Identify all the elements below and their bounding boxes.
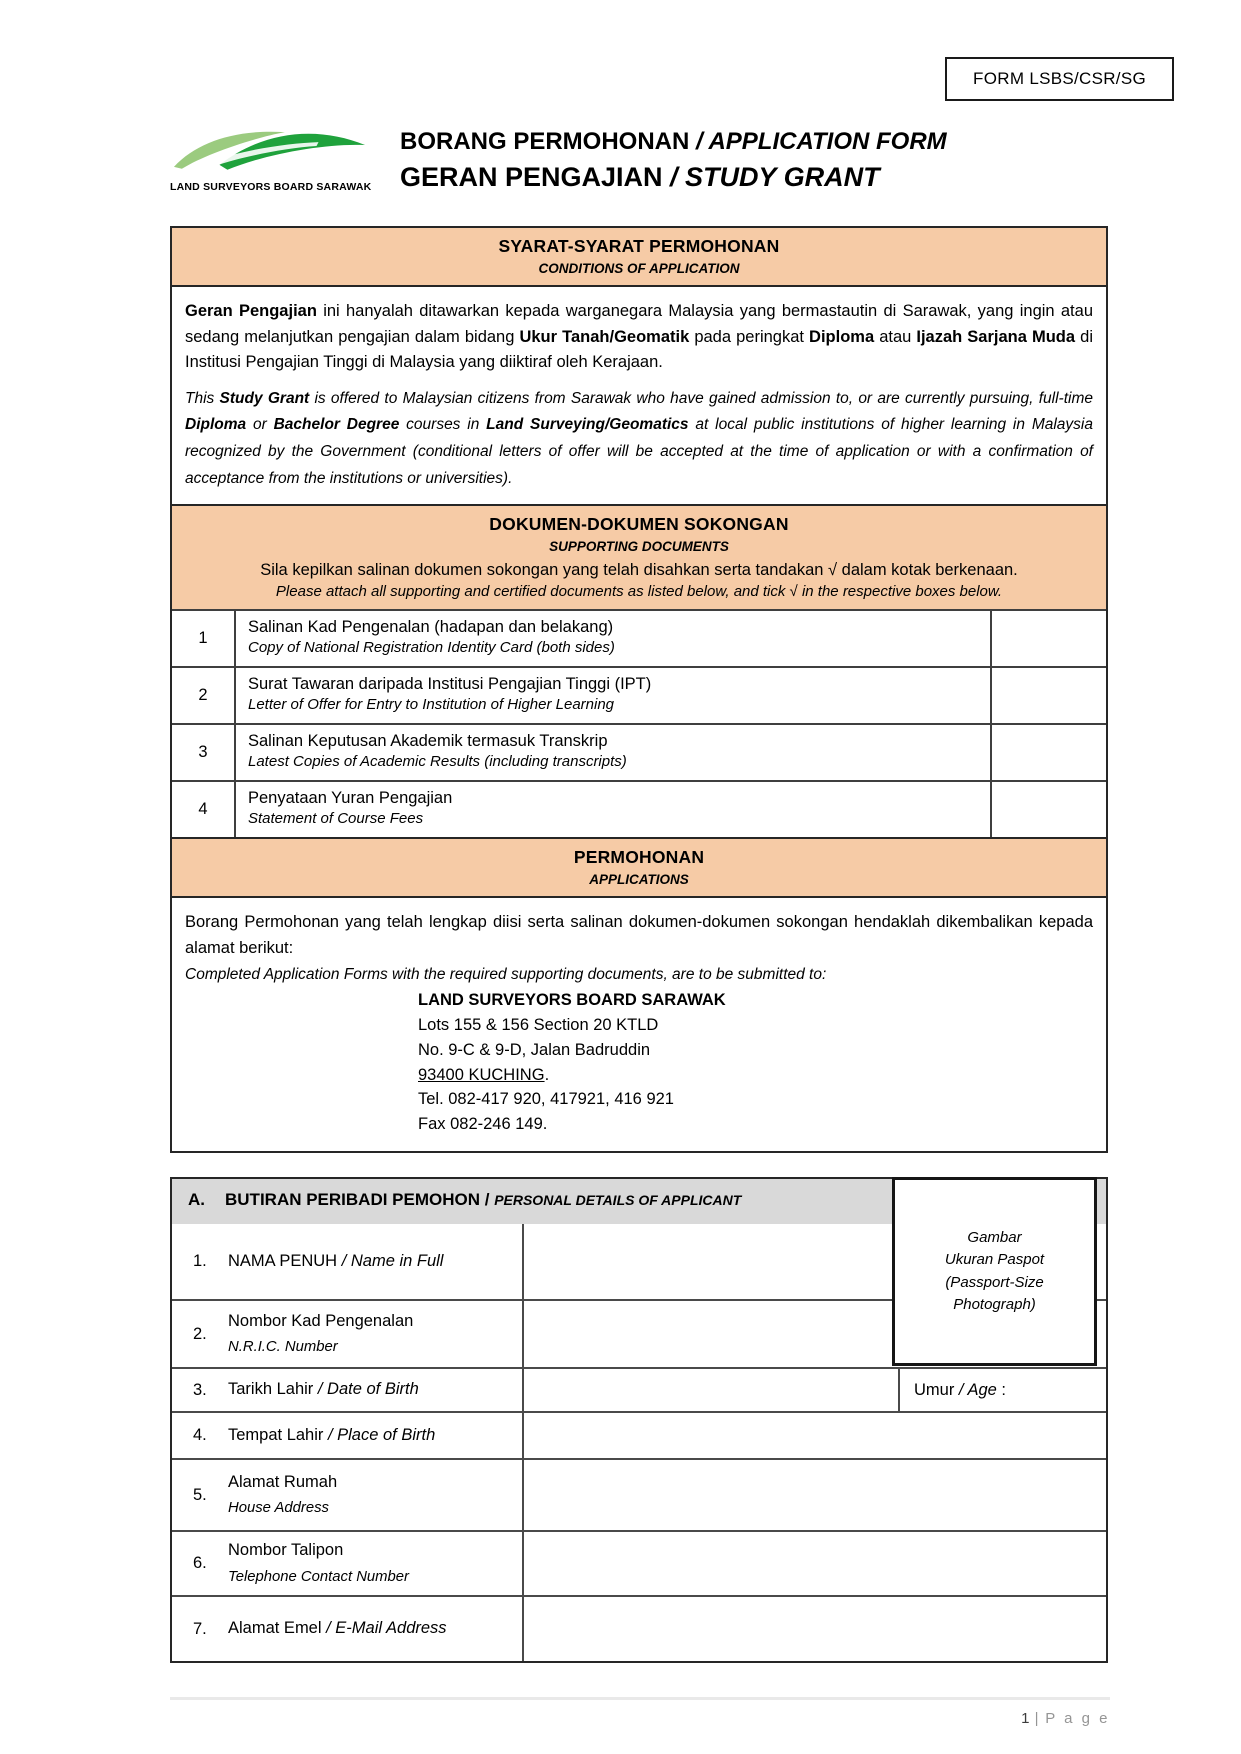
document-number-4: 4 bbox=[172, 782, 236, 837]
field-row-house-address bbox=[172, 1458, 1106, 1530]
field-label-cell bbox=[172, 1369, 524, 1411]
main-form-box bbox=[170, 226, 1108, 1153]
field-number: 6. bbox=[193, 1554, 207, 1572]
field-number: 5. bbox=[193, 1485, 207, 1504]
conditions-header-band bbox=[172, 228, 1106, 285]
page-number: 1 bbox=[1021, 1710, 1031, 1727]
document-row-1 bbox=[172, 609, 1106, 666]
document-description-1 bbox=[236, 611, 990, 666]
document-description-2 bbox=[236, 668, 990, 723]
document-tick-cell-4[interactable] bbox=[990, 782, 1106, 837]
field-label: Alamat Rumah House Address bbox=[228, 1472, 338, 1517]
field-label-cell bbox=[172, 1460, 524, 1530]
field-label-cell bbox=[172, 1597, 524, 1661]
address-fax: Fax 082-246 149. bbox=[418, 1115, 548, 1134]
address-telephone: Tel. 082-417 920, 417921, 416 921 bbox=[418, 1090, 674, 1109]
photo-box-text-line: Ukuran Paspot bbox=[944, 1251, 1045, 1268]
input-cell-house-address[interactable] bbox=[524, 1460, 1106, 1530]
page-footer bbox=[170, 1697, 1110, 1727]
form-header bbox=[170, 127, 947, 193]
field-label-cell bbox=[172, 1301, 524, 1367]
field-row-date-of-birth bbox=[172, 1367, 1106, 1411]
documents-title-en: SUPPORTING DOCUMENTS bbox=[549, 539, 729, 555]
applications-paragraph-ms: Borang Permohonan yang telah lengkap diisi serta salinan dokumen-dokumen sokongan hendaklah dikembalikan kepada alamat berikut: bbox=[185, 913, 1093, 957]
conditions-title-en: CONDITIONS OF APPLICATION bbox=[538, 261, 740, 276]
address-line: No. 9-C & 9-D, Jalan Badruddin bbox=[418, 1040, 651, 1059]
documents-title-ms: DOKUMEN-DOKUMEN SOKONGAN bbox=[489, 514, 789, 535]
field-label: Tarikh Lahir / Date of Birth bbox=[228, 1380, 419, 1399]
lsbs-logo bbox=[170, 127, 372, 193]
document-number-2: 2 bbox=[172, 668, 236, 723]
form-code-badge bbox=[945, 57, 1174, 101]
form-code-text: FORM LSBS/CSR/SG bbox=[973, 69, 1146, 88]
section-a-letter: A. bbox=[188, 1190, 205, 1209]
form-title-line2: GERAN PENGAJIAN / STUDY GRANT bbox=[400, 161, 880, 192]
document-number-1: 1 bbox=[172, 611, 236, 666]
documents-header-band bbox=[172, 504, 1106, 609]
submission-address bbox=[418, 988, 1093, 1137]
field-label-cell bbox=[172, 1224, 524, 1299]
field-label: Tempat Lahir / Place of Birth bbox=[228, 1425, 436, 1444]
applications-body bbox=[172, 896, 1106, 1151]
photo-box-text-line: Photograph) bbox=[953, 1296, 1036, 1313]
document-description-3 bbox=[236, 725, 990, 780]
field-number: 3. bbox=[193, 1380, 207, 1399]
photo-box[interactable] bbox=[892, 1177, 1097, 1366]
document-tick-cell-1[interactable] bbox=[990, 611, 1106, 666]
section-a-personal-details bbox=[170, 1177, 1108, 1663]
document-title-ms: Penyataan Yuran Pengajian bbox=[248, 789, 453, 808]
field-label: Alamat Emel / E-Mail Address bbox=[228, 1619, 447, 1638]
document-tick-cell-3[interactable] bbox=[990, 725, 1106, 780]
logo-caption: LAND SURVEYORS BOARD SARAWAK bbox=[170, 181, 372, 193]
document-row-2 bbox=[172, 666, 1106, 723]
document-number-3: 3 bbox=[172, 725, 236, 780]
field-label: Nombor Talipon Telephone Contact Number bbox=[228, 1541, 409, 1585]
applications-header-band bbox=[172, 837, 1106, 896]
address-line: Lots 155 & 156 Section 20 KTLD bbox=[418, 1016, 659, 1035]
document-row-4 bbox=[172, 780, 1106, 837]
page-footer-label: P a g e bbox=[1045, 1710, 1110, 1727]
document-title-en: Letter of Offer for Entry to Institution of Higher Learning bbox=[248, 696, 615, 714]
field-number: 1. bbox=[193, 1252, 207, 1270]
field-row-place-of-birth bbox=[172, 1411, 1106, 1458]
document-title-ms: Salinan Kad Pengenalan (hadapan dan belakang) bbox=[248, 618, 614, 637]
field-number: 4. bbox=[193, 1426, 207, 1444]
document-title-en: Statement of Course Fees bbox=[248, 810, 424, 828]
document-row-3 bbox=[172, 723, 1106, 780]
field-row-email bbox=[172, 1595, 1106, 1661]
applications-paragraph-en: Completed Application Forms with the required supporting documents, are to be submitted to: bbox=[185, 966, 827, 984]
lsbs-logo-mark bbox=[170, 127, 368, 173]
document-title-ms: Salinan Keputusan Akademik termasuk Transkrip bbox=[248, 732, 608, 751]
conditions-body bbox=[172, 285, 1106, 504]
input-cell-age[interactable] bbox=[898, 1369, 1106, 1411]
field-label-cell bbox=[172, 1532, 524, 1595]
field-number: 7. bbox=[193, 1619, 207, 1638]
field-row-telephone bbox=[172, 1530, 1106, 1595]
photo-box-text-line: (Passport-Size bbox=[945, 1273, 1044, 1291]
photo-box-text-line: Gambar bbox=[967, 1228, 1022, 1246]
conditions-title-ms: SYARAT-SYARAT PERMOHONAN bbox=[498, 236, 780, 256]
field-label: NAMA PENUH / Name in Full bbox=[228, 1251, 444, 1270]
conditions-paragraph-ms: Geran Pengajian ini hanyalah ditawarkan kepada warganegara Malaysia yang bermastautin di Sarawak, yang ingin atau sedang melanjutkan pengajian dalam bidang Ukur Tanah/Geomatik pada peringkat Diploma atau Ijazah Sarjana Muda di Institusi Pengajian Tinggi di Malaysia yang diiktiraf oleh Kerajaan. bbox=[185, 302, 1093, 372]
applications-title-ms: PERMOHONAN bbox=[573, 847, 705, 868]
applications-title-en: APPLICATIONS bbox=[589, 872, 689, 888]
input-cell-dob[interactable] bbox=[524, 1369, 898, 1411]
field-number: 2. bbox=[193, 1324, 207, 1343]
document-title-en: Copy of National Registration Identity Card (both sides) bbox=[248, 639, 615, 657]
form-titles bbox=[400, 128, 947, 193]
input-cell-pob[interactable] bbox=[524, 1413, 1106, 1458]
section-a-separator: / bbox=[480, 1190, 495, 1209]
document-title-en: Latest Copies of Academic Results (including transcripts) bbox=[248, 753, 627, 771]
input-cell-email[interactable] bbox=[524, 1597, 1106, 1661]
section-a-title-ms: BUTIRAN PERIBADI PEMOHON bbox=[225, 1190, 481, 1209]
form-title-line1: BORANG PERMOHONAN / APPLICATION FORM bbox=[400, 128, 947, 155]
documents-note-ms: Sila kepilkan salinan dokumen sokongan yang telah disahkan serta tandakan √ dalam kotak berkenaan. bbox=[260, 561, 1018, 580]
address-org-name: LAND SURVEYORS BOARD SARAWAK bbox=[418, 991, 726, 1010]
section-a-title-en: PERSONAL DETAILS OF APPLICANT bbox=[494, 1192, 742, 1208]
field-label-cell bbox=[172, 1413, 524, 1458]
document-description-4 bbox=[236, 782, 990, 837]
documents-note-en: Please attach all supporting and certified documents as listed below, and tick √ in the respective boxes below. bbox=[275, 583, 1003, 601]
input-cell-phone[interactable] bbox=[524, 1532, 1106, 1595]
document-tick-cell-2[interactable] bbox=[990, 668, 1106, 723]
page-footer-separator: | bbox=[1034, 1710, 1042, 1727]
address-line-city: 93400 KUCHING. bbox=[418, 1065, 550, 1084]
document-title-ms: Surat Tawaran daripada Institusi Pengajian Tinggi (IPT) bbox=[248, 675, 652, 694]
conditions-paragraph-en: This Study Grant is offered to Malaysian citizens from Sarawak who have gained admission to, or are currently pursuing, full-time Diploma or Bachelor Degree courses in Land Surveying/Geomatics at local public institutions of higher learning in Malaysia recognized by the Government (conditional letters of offer will be accepted at the time of application or with a confirmation of acceptance from the institutions or universities). bbox=[185, 389, 1093, 487]
age-label: Umur / Age : bbox=[914, 1380, 1007, 1399]
field-label: Nombor Kad Pengenalan N.R.I.C. Number bbox=[228, 1311, 414, 1356]
